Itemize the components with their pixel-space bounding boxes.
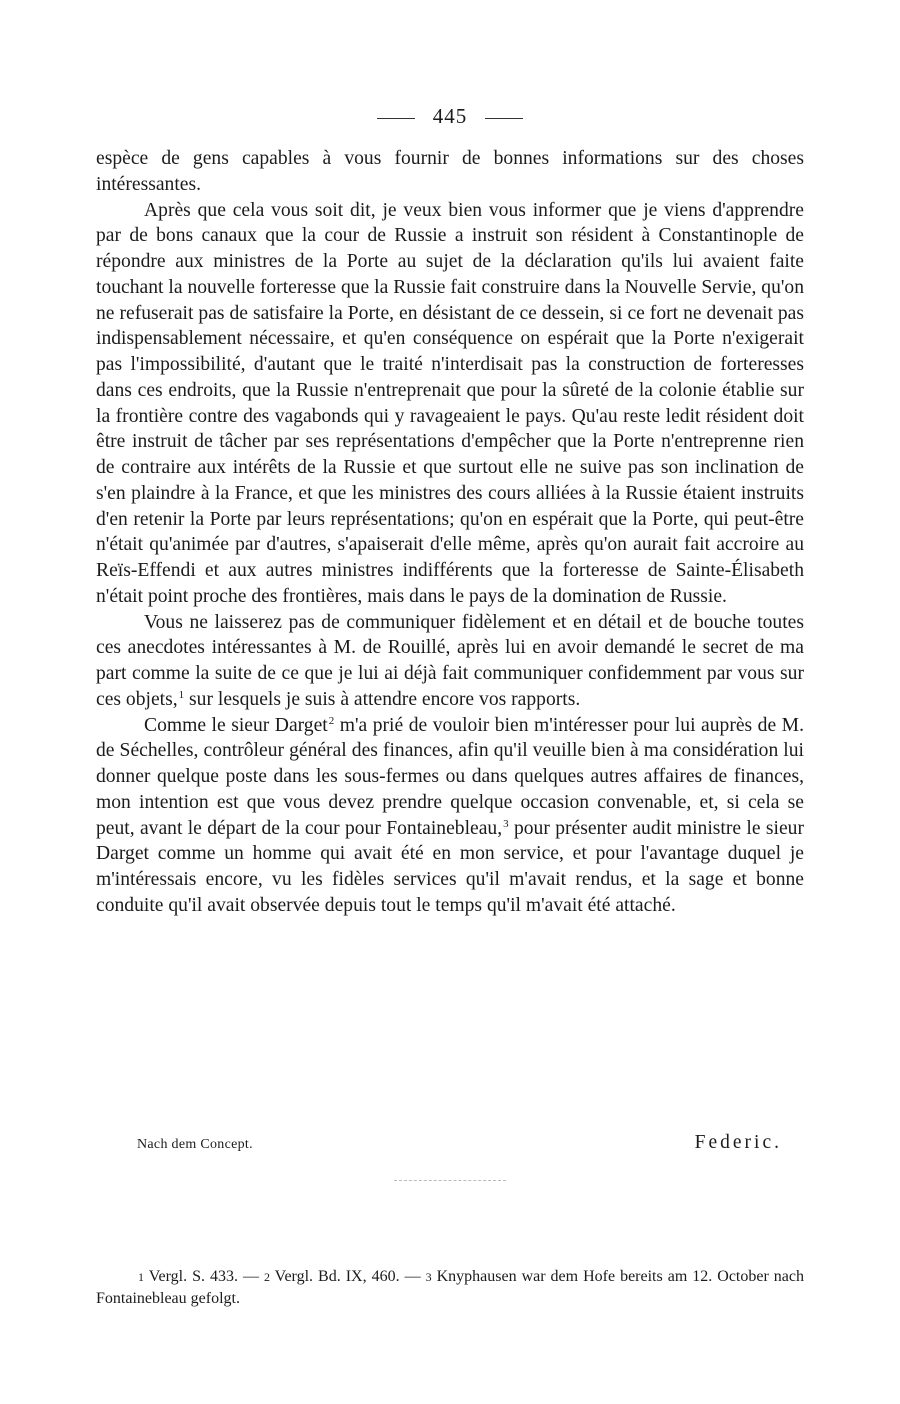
paragraph-3-text: Vous ne laisserez pas de communiquer fidèlement et en détail et de bouche toutes ces anecdotes intéressantes à M. de Rouillé, après lui en avoir demandé le secret de ma part comme la suite de ce que je lui ai déjà fait communiquer confidemment par vous sur ces objets,: [96, 611, 804, 710]
paragraph-3-tail: sur lesquels je suis à attendre encore vos rapports.: [184, 688, 581, 710]
footnotes: [96, 1266, 804, 1310]
footnote-text-2: Vergl. Bd. IX, 460. —: [269, 1268, 426, 1285]
footnote-text-1: Vergl. S. 433. —: [144, 1268, 264, 1285]
footnote-ref-3: 3: [503, 817, 509, 830]
paragraph-4: [96, 713, 804, 919]
footnote-text-3: Knyphausen war dem Hofe bereits am 12. October nach Fontainebleau gefolgt.: [96, 1268, 804, 1307]
paragraph-4-part-c: pour présenter audit ministre le sieur Darget comme un homme qui avait été en mon service, et pour l'avantage duquel je m'intéressais encore, vu les fidèles services qu'il m'avait rendus, et la sage et bonne conduite qu'il avait observée depuis tout le temps qu'il m'avait été attaché.: [96, 817, 804, 916]
page-number: 445: [432, 104, 468, 128]
closing-row: [137, 1132, 782, 1154]
signature: Federic.: [694, 1132, 782, 1153]
paragraph-3: [96, 610, 804, 713]
footnote-ref-2: 2: [328, 714, 335, 727]
end-divider: [394, 1180, 506, 1181]
footnote-number-2: 2: [263, 1270, 270, 1284]
footnote-ref-1: 1: [178, 688, 185, 701]
page-header: [0, 104, 900, 129]
letter-body: [96, 146, 804, 919]
paragraph-4-part-a: Comme le sieur Darget: [144, 714, 328, 736]
header-dash-right: [485, 118, 523, 119]
paragraph-2: Après que cela vous soit dit, je veux bien vous informer que je viens d'apprendre par de bons canaux que la cour de Russie a instruit son résident à Constantinople de répondre aux ministres de la Porte au sujet de la déclaration qu'ils lui avaient faite touchant la nouvelle forteresse que la Russie fait construire dans la Nouvelle Servie, qu'on ne refuserait pas de satisfaire la Porte, en désistant de ce dessein, si ce fort ne devenait pas indispensablement nécessaire, et qu'en conséquence on espérait que la Porte n'exigerait pas l'impossibilité, d'autant que le traité n'interdisait pas la construction de forteresses dans ces endroits, que la Russie n'entreprenait que pour la sûreté de la colonie établie sur la frontière contre des vagabonds qui y ravageaient le pays. Qu'au reste ledit résident doit être instruit de tâcher par ses représentations d'empêcher que la Porte n'entreprenne rien de contraire aux intérêts de la Russie et que surtout elle ne suive pas son inclination de s'en plaindre à la France, et que les ministres des cours alliées à la Russie étaient instruits d'en retenir la Porte par leurs représentations; qu'on en espérait que la Porte, qui peut-être n'était qu'animée par d'autres, s'apaiserait d'elle même, après qu'on aurait fait accroire au Reïs-Effendi et aux autres ministres indifférents que la forteresse de Sainte-Élisabeth n'était point proche des frontières, mais dans le pays de la domination de Russie.: [96, 199, 804, 607]
header-dash-left: [377, 118, 415, 119]
footnote-number-1: 1: [138, 1270, 144, 1284]
paragraph-4-part-b: m'a prié de vouloir bien m'intéresser pour lui auprès de M. de Séchelles, contrôleur général des finances, afin qu'il veuille bien à ma considération lui donner quelque poste dans les sous-fermes ou dans quelques autres affaires de finances, mon intention est que vous devez prendre quelque occasion convenable, et, si cela se peut, avant le départ de la cour pour Fontainebleau,: [96, 714, 804, 839]
footnote-line: [96, 1266, 804, 1310]
source-note: Nach dem Concept.: [137, 1137, 253, 1152]
footnote-number-3: 3: [425, 1270, 432, 1284]
paragraph-1: espèce de gens capables à vous fournir de bonnes informations sur des choses intéressantes.: [96, 148, 804, 195]
